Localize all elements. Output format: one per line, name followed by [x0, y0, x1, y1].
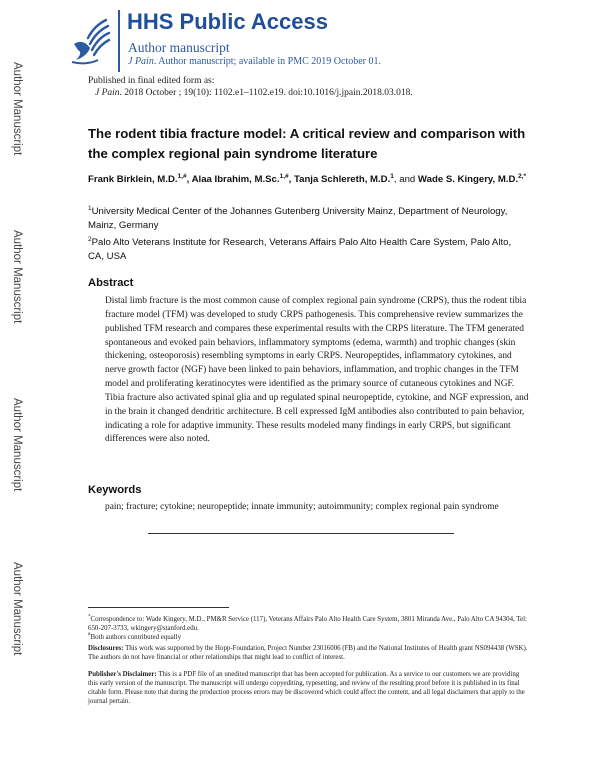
affiliation-1: $^1$University Medical Center of the Johannes Gutenberg University Mainz, Department of Neurology, Mainz, Germany	[88, 204, 508, 231]
header-divider	[118, 10, 120, 72]
footnote-divider	[88, 607, 229, 608]
hhs-eagle-logo-icon	[68, 14, 114, 68]
author-name: Wade S. Kingery, M.D.	[417, 174, 519, 185]
section-divider	[148, 533, 454, 534]
header-title: HHS Public Access	[127, 9, 328, 34]
published-line: Published in final edited form as:	[88, 76, 215, 86]
citation-line: J Pain. 2018 October ; 19(10): 1102.e1–1102.e19. doi:10.1016/j.jpain.2018.03.018.	[95, 88, 413, 98]
side-label-author-manuscript: Author Manuscript	[11, 398, 23, 492]
footnote-publisher-disclaimer: Publisher's Disclaimer: This is a PDF file of an unedited manuscript that has been accepted for publication. As a service to our customers we are providing this early version of the manuscript. The manuscript will undergo copyediting, typesetting, and review of the resulting proof before it is published in its final citable form. Please note that during the production process errors may be discovered which could affect the content, and all legal disclaimers that apply to the journal pertain.	[88, 671, 525, 705]
author-name: Frank Birklein, M.D.	[88, 174, 178, 185]
keywords-body: pain; fracture; cytokine; neuropeptide; innate immunity; autoimmunity; complex regional pain syndrome	[105, 502, 499, 512]
author-list: Frank Birklein, M.D.$^{1,\#}$, Alaa Ibrahim, M.Sc.$^{1,\#}$, Tanja Schlereth, M.D.$^1$, and Wade S. Kingery, M.D.$^{2,*}$	[88, 172, 527, 185]
article-title: The rodent tibia fracture model: A critical review and comparison with the complex regional pain syndrome literature	[88, 126, 526, 161]
footnote-correspondence: *Correspondence to: Wade Kingery, M.D., PM&R Service (117), Veterans Affairs Palo Alto Health Care System, 3801 Miranda Ave., Palo Alto CA 94304, Tel: 650-207-3733, wkingery@stanford.edu. #Both authors contributed equally	[88, 614, 527, 641]
footnote-disclosures: Disclosures: This work was supported by the Hopp-Foundation, Project Number 23016006 (FB) and the National Institutes of Health grant NS094438 (WSK). The authors do not have financial or other relationships that might lead to conflict of interest.	[88, 645, 528, 661]
side-label-author-manuscript: Author Manuscript	[11, 562, 23, 656]
affiliation-2: $^2$Palo Alto Veterans Institute for Research, Veterans Affairs Palo Alto Health Care System, Palo Alto, CA, USA	[88, 235, 512, 262]
author-name: Tanja Schlereth, M.D.	[293, 174, 391, 185]
author-name: Alaa Ibrahim, M.Sc.	[191, 174, 280, 185]
side-label-author-manuscript: Author Manuscript	[11, 62, 23, 156]
abstract-body: Distal limb fracture is the most common cause of complex regional pain syndrome (CRPS), thus the rodent tibia fracture model (TFM) was developed to study CRPS pathogenesis. This comprehensive review summarizes the published TFM research and compares these experimental results with the CRPS literature. The TFM generated spontaneous and evoked pain behaviors, inflammatory symptoms (edema, warmth) and trophic changes (skin thickening, osteoporosis) resembling symptoms in early CRPS. Neuropeptides, inflammatory cytokines, and nerve growth factor (NGF) have been linked to pain behaviors, inflammation, and trophic changes in the TFM model and proliferating keratinocytes were identified as the primary source of cutaneous cytokines and NGF. Tibia fracture also activated spinal glia and up regulated spinal neuropeptide, cytokine, and NGF expression, and in the brain it changed dendritic architecture. B cell expressed IgM antibodies also contributed to pain behavior, indicating a role for adaptive immunity. These results modeled many findings in early CRPS, but significant differences were also noted.	[105, 296, 529, 445]
keywords-heading: Keywords	[88, 484, 142, 496]
header-journal-line: J Pain. Author manuscript; available in PMC 2019 October 01.	[128, 56, 382, 67]
side-label-author-manuscript: Author Manuscript	[11, 230, 23, 324]
header-subtitle: Author manuscript	[128, 40, 230, 55]
abstract-heading: Abstract	[88, 277, 134, 289]
